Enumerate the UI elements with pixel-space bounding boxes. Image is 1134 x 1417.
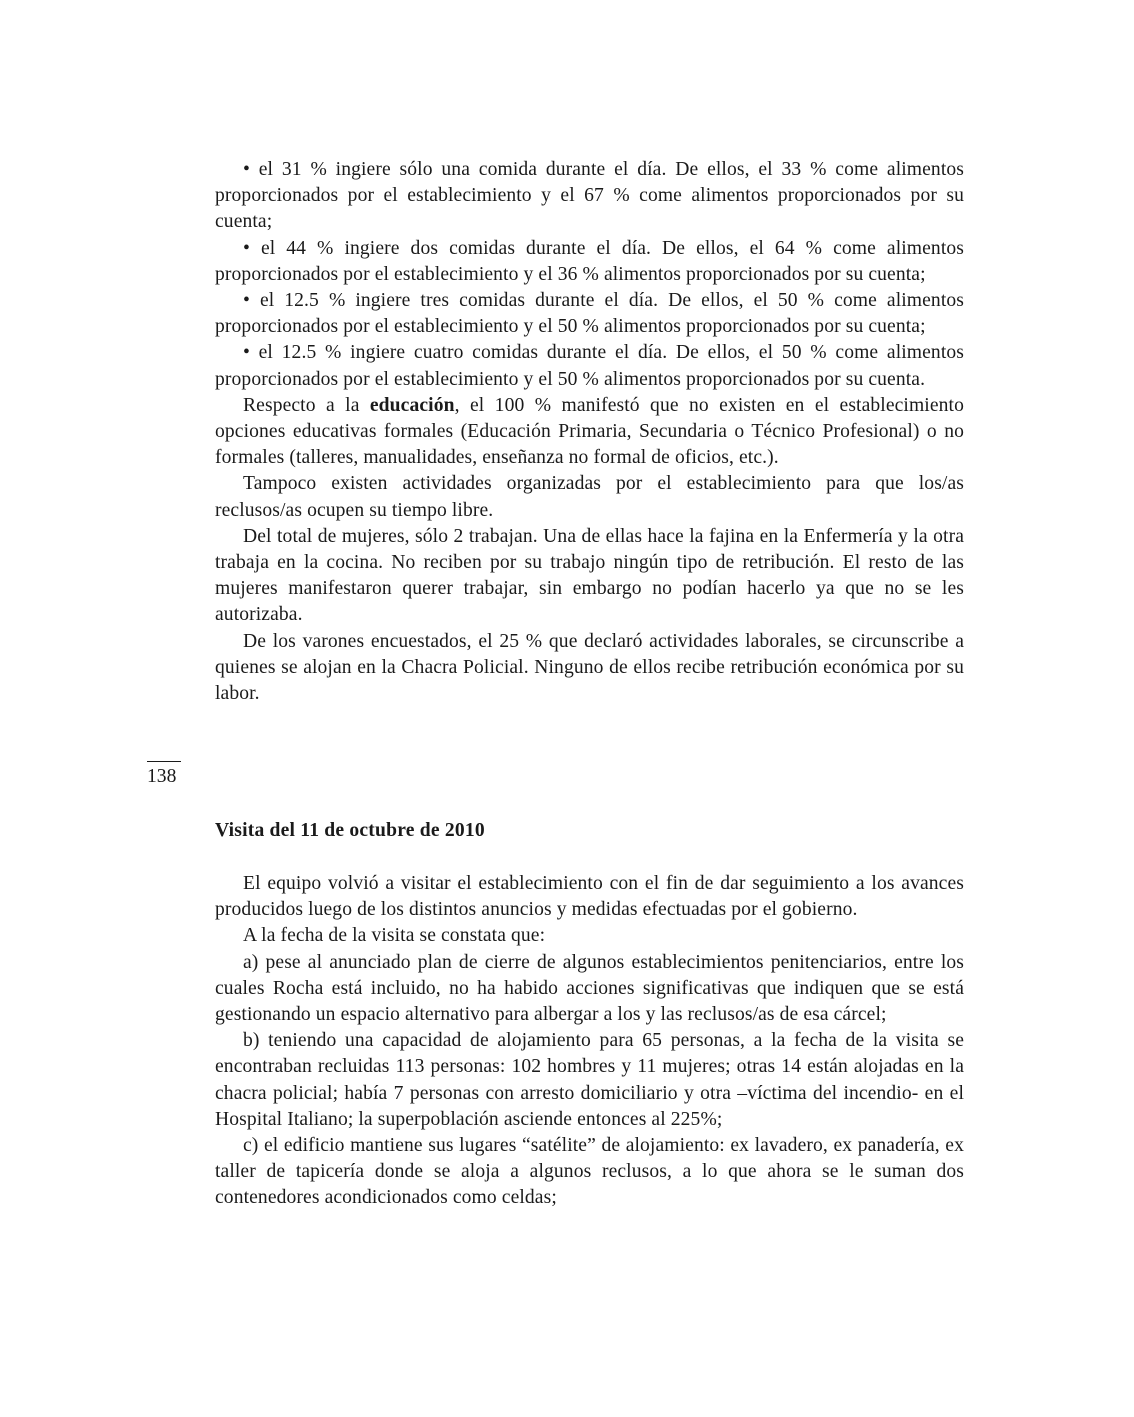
- section-heading: Visita del 11 de octubre de 2010: [215, 820, 485, 841]
- page-number: 138: [147, 766, 177, 787]
- paragraph-women-work: Del total de mujeres, sólo 2 trabajan. Una de ellas hace la fajina en la Enfermería y la otra trabaja en la cocina. No reciben por su trabajo ningún tipo de retribución. El resto de las mujeres manifestaron querer trabajar, sin embargo no podían hacerlo ya que no se les autorizaba.: [215, 525, 964, 626]
- paragraph-bullet-three-meals: • el 12.5 % ingiere tres comidas durante el día. De ellos, el 50 % come alimentos proporcionados por el establecimiento y el 50 % alimentos proporcionados por su cuenta;: [215, 290, 964, 338]
- paragraph-bullet-two-meals: • el 44 % ingiere dos comidas durante el día. De ellos, el 64 % come alimentos proporcionados por el establecimiento y el 36 % alimentos proporcionados por su cuenta;: [215, 237, 964, 285]
- paragraph-finding-a: a) pese al anunciado plan de cierre de algunos establecimientos penitenciarios, entre los cuales Rocha está incluido, no ha habido acciones significativas que indiquen que se está gestionando un espacio alternativo para albergar a los y las reclusos/as de esa cárcel;: [215, 951, 964, 1026]
- paragraph-follow-up-visit: El equipo volvió a visitar el establecimiento con el fin de dar seguimiento a los avances producidos luego de los distintos anuncios y medidas efectuadas por el gobierno.: [215, 873, 964, 921]
- keyword-education: educación: [369, 394, 455, 416]
- body-text-upper: [215, 157, 964, 707]
- paragraph-finding-c: c) el edificio mantiene sus lugares “satélite” de alojamiento: ex lavadero, ex panadería, ex taller de tapicería donde se aloja a algunos reclusos, a lo que ahora se le suman dos contenedores acondicionados como celdas;: [215, 1135, 964, 1209]
- paragraph-education-lead: Respecto a la: [243, 394, 370, 416]
- body-text-lower: [215, 871, 964, 1212]
- paragraph-bullet-four-meals: • el 12.5 % ingiere cuatro comidas durante el día. De ellos, el 50 % come alimentos proporcionados por el establecimiento y el 50 % alimentos proporcionados por su cuenta.: [215, 342, 964, 390]
- paragraph-finding-b: b) teniendo una capacidad de alojamiento para 65 personas, a la fecha de la visita se encontraban recluidas 113 personas: 102 hombres y 11 mujeres; otras 14 están alojadas en la chacra policial; había 7 personas con arresto domiciliario y otra –víctima del incendio- en el Hospital Italiano; la superpoblación asciende entonces al 225%;: [215, 1030, 964, 1130]
- paragraph-free-time: Tampoco existen actividades organizadas por el establecimiento para que los/as reclusos/as ocupen su tiempo libre.: [215, 473, 964, 521]
- paragraph-bullet-one-meal: • el 31 % ingiere sólo una comida durante el día. De ellos, el 33 % come alimentos proporcionados por el establecimiento y el 67 % come alimentos proporcionados por su cuenta;: [215, 159, 964, 233]
- paragraph-findings-intro: A la fecha de la visita se constata que:: [243, 925, 546, 947]
- paragraph-education: [215, 393, 964, 472]
- page-number-rule: [147, 761, 181, 762]
- paragraph-education-rest: , el 100 % manifestó que no existen en el establecimiento opciones educativas formales (Educación Primaria, Secundaria o Técnico Profesional) o no formales (talleres, manualidades, enseñanza no formal de oficios, etc.).: [215, 394, 964, 469]
- paragraph-men-work: De los varones encuestados, el 25 % que declaró actividades laborales, se circunscribe a quienes se alojan en la Chacra Policial. Ninguno de ellos recibe retribución económica por su labor.: [215, 630, 964, 705]
